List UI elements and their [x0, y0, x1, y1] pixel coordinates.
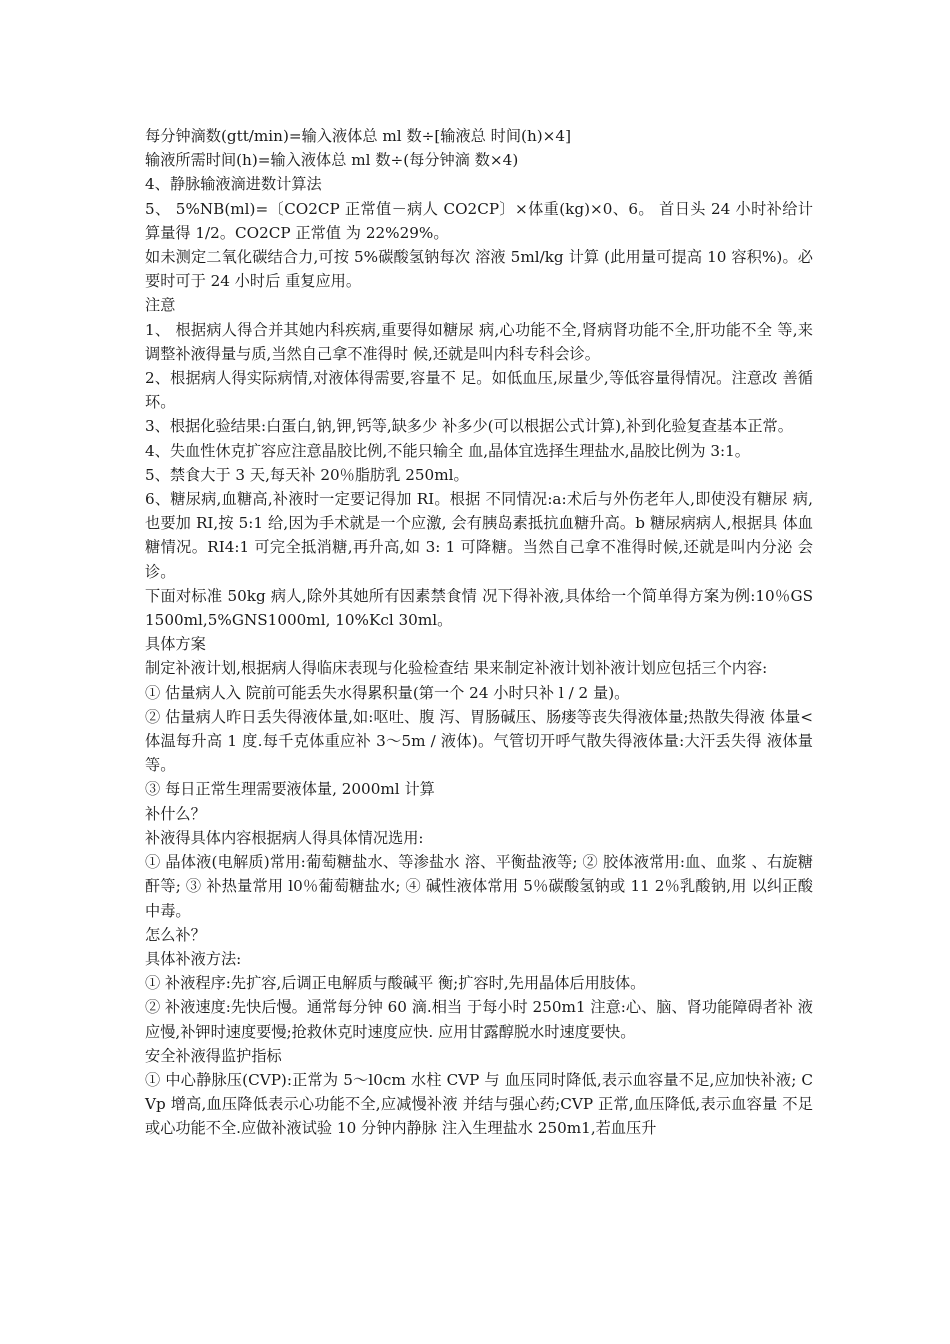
paragraph: 6、糖尿病,血糖高,补液时一定要记得加 RI。根据 不同情况:a:术后与外伤老年人,即使没有糖尿 病,也要加 RI,按 5:1 给,因为手术就是一个应激, 会有胰岛素抵抗血糖升高。b 糖尿病病人,根据具 体血糖情况。RI4:1 可完全抵消糖,再升高,如 3: 1 可降糖。当然自己拿不准得时候,还就是叫内分泌 会诊。 [145, 490, 813, 581]
paragraph: ② 补液速度:先快后慢。通常每分钟 60 滴.相当 于每小时 250m1 注意:心、脑、肾功能障碍者补 液应慢,补钾时速度要慢;抢救休克时速度应快. 应用甘露醇脱水时速度要快。 [145, 998, 813, 1041]
paragraph: ① 估量病人入 院前可能丢失水得累积量(第一个 24 小时只补 l / 2 量)。 [145, 683, 630, 702]
paragraph: ① 中心静脉压(CVP):正常为 5～l0cm 水柱 CVP 与 血压同时降低,表示血容量不足,应加快补液; CVp 增高,血压降低表示心功能不全,应减慢补液 并结与强心药;CVP 正常,血压降低,表示血容量 不足或心功能不全.应做补液试验 10 分钟内静脉 注入生理盐水 250m1,若血压升 [145, 1070, 813, 1138]
paragraph: 1、 根据病人得合并其她内科疾病,重要得如糖尿 病,心功能不全,肾病肾功能不全,肝功能不全 等,来调整补液得量与质,当然自己拿不准得时 候,还就是叫内科专科会诊。 [145, 320, 813, 363]
paragraph: 补液得具体内容根据病人得具体情况选用: [145, 828, 424, 847]
paragraph: 2、根据病人得实际病情,对液体得需要,容量不 足。如低血压,尿量少,等低容量得情况。注意改 善循环。 [145, 369, 813, 412]
section-heading: 注意 [145, 296, 176, 315]
paragraph: 4、失血性休克扩容应注意晶胶比例,不能只输全 血,晶体宜选择生理盐水,晶胶比例为 3:1。 [145, 441, 750, 460]
paragraph: 制定补液计划,根据病人得临床表现与化验检查结 果来制定补液计划补液计划应包括三个内容: [145, 659, 768, 678]
section-heading: 4、静脉输液滴进数计算法 [145, 175, 322, 194]
paragraph: 输液所需时间(h)=输入液体总 ml 数÷(每分钟滴 数×4) [145, 151, 519, 170]
section-heading: 怎么补？ [145, 925, 206, 944]
paragraph: 5、 5%NB(ml)=〔CO2CP 正常值－病人 CO2CP〕×体重(kg)×0、6。 首日头 24 小时补给计算量得 1/2。CO2CP 正常值 为 22%29%。 [145, 199, 813, 242]
paragraph: ② 估量病人昨日丢失得液体量,如:呕吐、腹 泻、胃肠碱压、肠瘘等丧失得液体量;热散失得液 体量<体温每升高 1 度.每千克体重应补 3～5m / 液体)。气管切开呼气散失得液体量:大汗丢失得 液体量等。 [145, 707, 813, 775]
paragraph: 3、根据化验结果:白蛋白,钠,钾,钙等,缺多少 补多少(可以根据公式计算),补到化验复查基本正常。 [145, 417, 793, 436]
paragraph: 如未测定二氧化碳结合力,可按 5%碳酸氢钠每次 溶液 5ml/kg 计算 (此用量可提高 10 容积%)。必要时可于 24 小时后 重复应用。 [145, 248, 813, 291]
section-heading: 补什么？ [145, 804, 206, 823]
section-heading: 具体方案 [145, 635, 206, 654]
document-body [145, 124, 813, 1141]
paragraph: 具体补液方法: [145, 949, 242, 968]
paragraph: ① 晶体液(电解质)常用:葡萄糖盐水、等渗盐水 溶、平衡盐液等; ② 胶体液常用:血、血浆 、右旋糖酐等; ③ 补热量常用 l0％葡萄糖盐水; ④ 碱性液体常用 5％碳酸氢钠或 11 2％乳酸钠,用 以纠正酸中毒。 [145, 853, 813, 920]
paragraph: 5、禁食大于 3 天,每天补 20％脂肪乳 250ml。 [145, 465, 469, 484]
paragraph: 下面对标准 50kg 病人,除外其她所有因素禁食情 况下得补液,具体给一个简单得方案为例:10％GS 1500ml,5%GNS1000ml, 10%Kcl 30ml。 [145, 586, 813, 630]
section-heading: 安全补液得监护指标 [145, 1046, 282, 1065]
paragraph: ① 补液程序:先扩容,后调正电解质与酸碱平 衡;扩容时,先用晶体后用肢体。 [145, 974, 646, 993]
paragraph: 每分钟滴数(gtt/min)=输入液体总 ml 数÷[输液总 时间(h)×4] [145, 127, 571, 145]
paragraph: ③ 每日正常生理需要液体量, 2000ml 计算 [145, 780, 435, 799]
